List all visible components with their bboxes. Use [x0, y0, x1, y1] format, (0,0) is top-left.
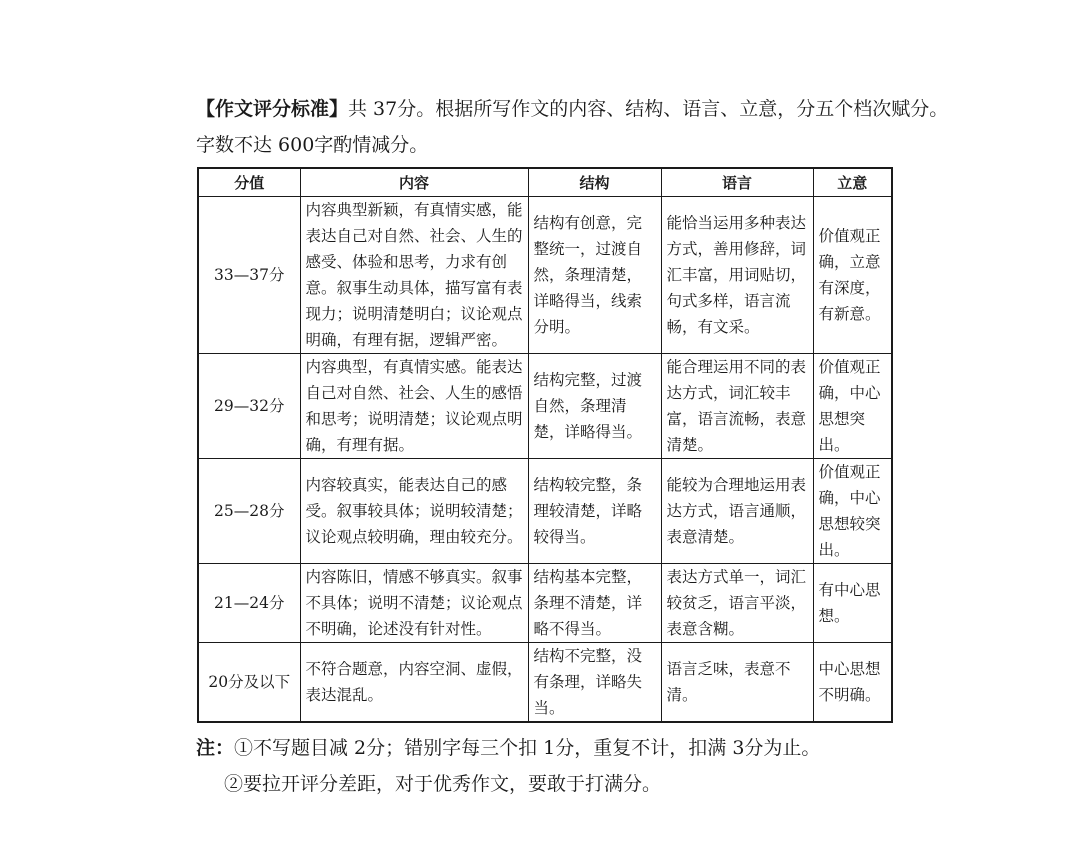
language-text: 能合理运用不同的表达方式，词汇较丰富，语言流畅，表意清楚。 — [666, 358, 807, 454]
language-cell — [661, 564, 813, 643]
content-cell — [300, 643, 528, 723]
content-text: 内容陈旧，情感不够真实。叙事不具体；说明不清楚；议论观点不明确，论述没有针对性。 — [305, 568, 523, 638]
table-header-row — [198, 168, 892, 197]
language-cell — [661, 197, 813, 354]
structure-cell — [528, 197, 661, 354]
content-cell — [300, 354, 528, 459]
header-content: 内容 — [300, 168, 528, 197]
header-score: 分值 — [198, 168, 300, 197]
notes-label: 注： — [196, 737, 235, 759]
header-theme: 立意 — [813, 168, 892, 197]
table-row — [198, 354, 892, 459]
structure-text: 结构有创意，完整统一，过渡自然，条理清楚，详略得当，线索分明。 — [533, 214, 643, 336]
structure-cell — [528, 459, 661, 564]
theme-cell — [813, 459, 892, 564]
structure-cell — [528, 564, 661, 643]
content-text: 不符合题意，内容空洞、虚假，表达混乱。 — [305, 660, 523, 704]
intro-paragraph — [196, 91, 949, 163]
rubric-table — [197, 167, 893, 723]
content-cell — [300, 564, 528, 643]
content-text: 内容典型新颖，有真情实感，能表达自己对自然、社会、人生的感受、体验和思考，力求有创意。叙事生动具体，描写富有表现力；说明清楚明白；议论观点明确，有理有据，逻辑严密。 — [305, 201, 523, 349]
table-row — [198, 459, 892, 564]
language-text: 语言乏味，表意不清。 — [666, 660, 791, 704]
header-structure: 结构 — [528, 168, 661, 197]
theme-text: 有中心思想。 — [818, 581, 881, 625]
notes-section — [196, 730, 916, 802]
score-cell: 21—24分 — [198, 564, 300, 643]
theme-text: 价值观正确，中心思想较突出。 — [818, 463, 881, 559]
structure-text: 结构基本完整，条理不清楚，详略不得当。 — [533, 568, 643, 638]
theme-text: 价值观正确，立意有深度，有新意。 — [818, 227, 881, 323]
theme-cell — [813, 564, 892, 643]
structure-text: 结构不完整，没有条理，详略失当。 — [533, 647, 643, 717]
score-cell: 25—28分 — [198, 459, 300, 564]
header-language: 语言 — [661, 168, 813, 197]
language-text: 能恰当运用多种表达方式，善用修辞，词汇丰富，用词贴切，句式多样，语言流畅，有文采。 — [666, 214, 807, 336]
language-text: 表达方式单一，词汇较贫乏，语言平淡，表意含糊。 — [666, 568, 807, 638]
score-cell: 33—37分 — [198, 197, 300, 354]
rubric-heading-label: 【作文评分标准】 — [196, 98, 349, 120]
language-cell — [661, 643, 813, 723]
score-cell: 20分及以下 — [198, 643, 300, 723]
note-line-1 — [196, 730, 916, 766]
intro-line-1 — [196, 91, 949, 127]
content-text: 内容较真实，能表达自己的感受。叙事较具体；说明较清楚；议论观点较明确，理由较充分。 — [305, 476, 523, 546]
theme-text: 中心思想不明确。 — [818, 660, 881, 704]
theme-cell — [813, 643, 892, 723]
language-cell — [661, 354, 813, 459]
score-cell: 29—32分 — [198, 354, 300, 459]
content-text: 内容典型，有真情实感。能表达自己对自然、社会、人生的感悟和思考；说明清楚；议论观点明确，有理有据。 — [305, 358, 523, 454]
language-cell — [661, 459, 813, 564]
theme-text: 价值观正确，中心思想突出。 — [818, 358, 881, 454]
content-cell — [300, 459, 528, 564]
theme-cell — [813, 197, 892, 354]
content-cell — [300, 197, 528, 354]
intro-line-2: 字数不达 600字酌情减分。 — [196, 134, 429, 156]
language-text: 能较为合理地运用表达方式，语言通顺，表意清楚。 — [666, 476, 807, 546]
table-row — [198, 197, 892, 354]
intro-line-1-text: 共 37分。根据所写作文的内容、结构、语言、立意，分五个档次赋分。 — [348, 98, 949, 120]
theme-cell — [813, 354, 892, 459]
structure-cell — [528, 643, 661, 723]
note-line-2: ②要拉开评分差距，对于优秀作文，要敢于打满分。 — [224, 773, 662, 795]
structure-text: 结构较完整，条理较清楚，详略较得当。 — [533, 476, 643, 546]
structure-text: 结构完整，过渡自然，条理清楚，详略得当。 — [533, 371, 643, 441]
note-1-text: ①不写题目减 2分；错别字每三个扣 1分，重复不计，扣满 3分为止。 — [234, 737, 821, 759]
table-row — [198, 643, 892, 723]
structure-cell — [528, 354, 661, 459]
table-row — [198, 564, 892, 643]
